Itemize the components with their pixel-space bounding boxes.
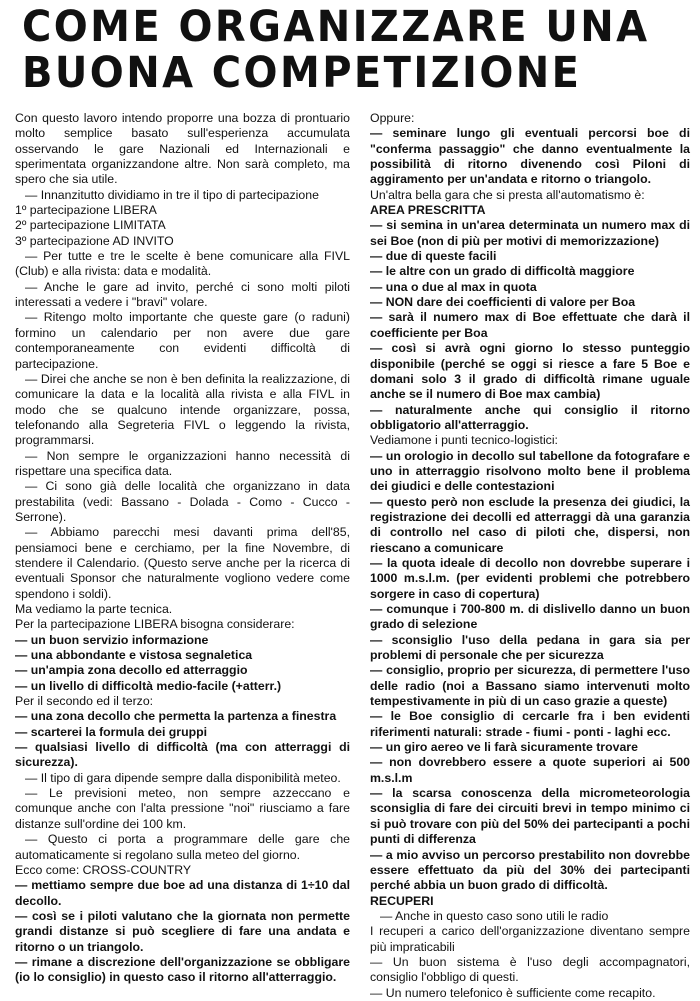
article-title [22,2,650,98]
paragraph: — così se i piloti valutano che la giornata non permette grandi distanze si può scegliere di fare una andata e ritorno o un triangolo. [15,908,350,954]
title-line-1: COME ORGANIZZARE UNA [22,2,650,52]
paragraph: I recuperi a carico dell'organizzazione diventano sempre più impraticabili [370,924,690,954]
paragraph: — Abbiamo parecchi mesi davanti prima dell'85, pensiamoci bene e cerchiamo, per la fine Novembre, di stendere il Calendario. (Questo serve anche per la ricerca di eventuali Sponsor che naturalmente vogliono vedere come spendono i soldi). [15,525,350,601]
paragraph: — sarà il numero max di Boe effettuate che darà il coefficiente per Boa [370,310,690,340]
paragraph: — Anche in questo caso sono utili le radio [380,908,609,923]
paragraph: Per il secondo ed il terzo: [15,694,154,709]
paragraph: — le altre con un grado di difficoltà maggiore [370,264,635,279]
paragraph: — Innanzitutto dividiamo in tre il tipo di partecipazione [25,187,319,202]
paragraph: 2º partecipazione LIMITATA [15,218,166,233]
paragraph: Un'altra bella gara che si presta all'automatismo è: [370,187,645,202]
paragraph: 1º partecipazione LIBERA [15,203,157,218]
paragraph: — NON dare dei coefficienti di valore per Boa [370,295,636,310]
paragraph: — una abbondante e vistosa segnaletica [15,648,253,663]
paragraph: — naturalmente anche qui consiglio il ritorno obbligatorio all'atterraggio. [370,402,690,432]
paragraph: — una o due al max in quota [370,279,537,294]
paragraph: — un livello di difficoltà medio-facile (+atterr.) [15,678,282,693]
paragraph: — così si avrà ogni giorno lo stesso punteggio disponibile (perché se oggi si riesce a fare 5 Boe e domani solo 3 il grado di difficoltà rimane uguale anche se il numero di Boe max cambia) [370,341,690,402]
paragraph: RECUPERI [370,893,434,908]
paragraph: Ma vediamo la parte tecnica. [15,602,173,616]
paragraph: — a mio avviso un percorso prestabilito non dovrebbe essere effettuato da più del 30% dei partecipanti perché abbia un buon grado di difficoltà. [370,847,690,893]
paragraph: Per la partecipazione LIBERA bisogna considerare: [15,617,295,632]
paragraph: — consiglio, proprio per sicurezza, di permettere l'uso delle radio (noi a Bassano siamo intervenuti molto tempestivamente in più di un caso grazie a queste) [370,663,690,709]
title-line-2: BUONA COMPETIZIONE [22,48,582,98]
paragraph: — si semina in un'area determinata un numero max di sei Boe (non di più per motivi di memorizzazione) [370,218,690,248]
paragraph: — mettiamo sempre due boe ad una distanza di 1÷10 dal decollo. [15,878,350,908]
paragraph: Vediamone i punti tecnico-logistici: [370,433,558,448]
paragraph: — Anche le gare ad invito, perché ci sono molti piloti interessati a vedere i "bravi" volare. [15,279,350,310]
paragraph: — Ritengo molto importante che queste gare (o raduni) formino un calendario per non avere due gare contemporaneamente con evidenti difficoltà di partecipazione. [15,310,350,371]
paragraph: — Direi che anche se non è ben definita la realizzazione, di comunicare la data e la località alla rivista e alla FIVL in modo che se qualcuno intende organizzare, possa, telefonando alla Segreteria FIVL o leggendo la rivista, programmarsi. [15,371,350,448]
paragraph: — un buon servizio informazione [15,632,209,647]
paragraph: — Le previsioni meteo, non sempre azzeccano e comunque anche con l'alta pressione "noi" riusciamo a fare distanze sull'ordine dei 100 km. [15,786,350,831]
paragraph: — un giro aereo ve li farà sicuramente trovare [370,740,638,755]
paragraph: — Un buon sistema è l'uso degli accompagnatori, consiglio l'obbligo di questi. [370,954,690,985]
paragraph: 3º partecipazione AD INVITO [15,233,174,248]
left-column [15,111,350,986]
paragraph: — Per tutte e tre le scelte è bene comunicare alla FIVL (Club) e alla rivista: data e modalità. [15,249,350,279]
paragraph: — Ci sono già delle località che organizzano in data prestabilita (vedi: Bassano - Dolada - Como - Cucco - Serrone). [15,479,350,524]
paragraph: AREA PRESCRITTA [370,203,486,218]
paragraph: — Questo ci porta a programmare delle gare che automaticamente si regolano sulla meteo del giorno. [15,832,350,862]
paragraph: — seminare lungo gli eventuali percorsi boe di "conferma passaggio" che danno eventualmente la possibilità di ritorno divenendo così Piloni di aggiramento per un'andata e ritorno o triangolo. [370,126,690,187]
paragraph: Ecco come: CROSS-COUNTRY [15,862,192,877]
paragraph: — la scarsa conoscenza della micrometeorologia sconsiglia di fare dei circuiti brevi in tempo minimo ci si può trovare con più del 50% dei partecipanti a pochi punti di differenza [370,786,690,847]
paragraph: — sconsiglio l'uso della pedana in gara sia per problemi di personale che per sicurezza [370,632,690,663]
paragraph: — una zona decollo che permetta la partenza a finestra [15,709,337,724]
paragraph: — le Boe consiglio di cercarle fra i ben evidenti riferimenti naturali: strade - fiumi - ponti - laghi ecc. [370,709,690,739]
paragraph: — qualsiasi livello di difficoltà (ma con atterraggi di sicurezza). [15,740,350,770]
paragraph: — questo però non esclude la presenza dei giudici, la registrazione dei decolli ed atterraggi dà una garanzia di controllo nel caso di piloti che, dispersi, non riescano a comunicare [370,494,690,555]
paragraph: — Il tipo di gara dipende sempre dalla disponibilità meteo. [25,770,341,785]
paragraph: — un'ampia zona decollo ed atterraggio [15,663,248,678]
paragraph: Oppure: [370,111,415,125]
paragraph: — la quota ideale di decollo non dovrebbe superare i 1000 m.s.l.m. (per evidenti problemi che potrebbero sorgere in caso di copertura) [370,555,690,601]
paragraph: — scarterei la formula dei gruppi [15,724,208,739]
paragraph: — comunque i 700-800 m. di dislivello danno un buon grado di selezione [370,602,690,632]
paragraph: — un orologio in decollo sul tabellone da fotografare e uno in atterraggio risolvono molto bene il problema dei giudici e delle contestazioni [370,448,690,494]
paragraph: Con questo lavoro intendo proporre una bozza di prontuario molto semplice basato sull'esperienza accumulata osservando le gare Nazionali ed Internazionali e sperimentata organizzandone altre. Non sarà completo, ma spero che sia utile. [15,111,350,187]
right-column [370,111,690,1001]
paragraph: — non dovrebbero essere a quote superiori ai 500 m.s.l.m [370,755,690,785]
paragraph: — due di queste facili [370,249,497,264]
paragraph: — Un numero telefonico è sufficiente come recapito. [370,985,656,1000]
paragraph: — rimane a discrezione dell'organizzazione se obbligare (io lo consiglio) in questo caso il ritorno all'atterraggio. [15,954,350,985]
paragraph: — Non sempre le organizzazioni hanno necessità di rispettare una specifica data. [15,448,350,478]
